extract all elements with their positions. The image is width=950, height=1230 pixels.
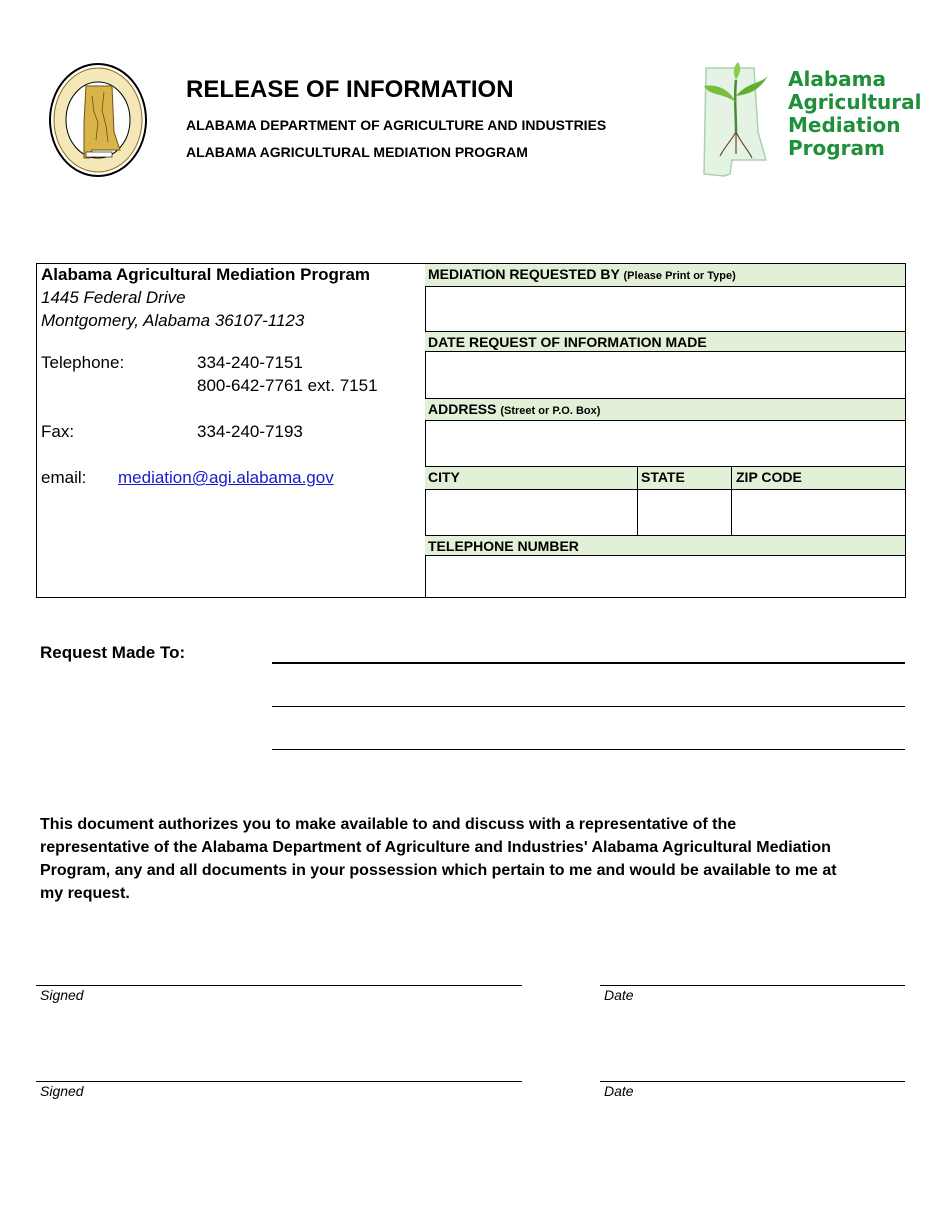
signed-label-2: Signed	[40, 1083, 84, 1099]
telephone-label: Telephone:	[41, 353, 125, 372]
telephone-1: 334-240-7151	[197, 353, 303, 372]
date-request-field[interactable]	[427, 353, 903, 398]
address-label: ADDRESS	[428, 401, 497, 417]
logo-text-line-3: Mediation	[788, 113, 901, 137]
signature-line-1[interactable]	[36, 985, 522, 986]
requested-by-field[interactable]	[427, 288, 903, 331]
state-seal	[48, 62, 148, 178]
fax-label: Fax:	[41, 422, 75, 441]
date-line-2[interactable]	[600, 1081, 905, 1082]
signature-line-2[interactable]	[36, 1081, 522, 1082]
department-name: ALABAMA DEPARTMENT OF AGRICULTURE AND INDUSTRIES	[186, 117, 607, 133]
info-form-box	[36, 263, 906, 598]
date-request-label: DATE REQUEST OF INFORMATION MADE	[428, 334, 707, 350]
date-label-1: Date	[604, 987, 634, 1003]
request-line-3[interactable]	[272, 749, 905, 750]
request-line-1[interactable]	[272, 662, 905, 664]
request-made-to-label: Request Made To:	[40, 643, 186, 662]
telephone-header	[425, 535, 905, 556]
seedling-icon	[696, 62, 786, 180]
contact-panel	[37, 264, 426, 597]
state-zip-divider	[731, 466, 732, 536]
requested-by-hint: (Please Print or Type)	[623, 270, 736, 282]
signed-label-1: Signed	[40, 987, 84, 1003]
city-state-divider	[637, 466, 638, 536]
address-hint: (Street or P.O. Box)	[500, 405, 601, 417]
program-logo	[696, 62, 922, 180]
contact-address-1: 1445 Federal Drive	[41, 288, 186, 307]
requested-by-label: MEDIATION REQUESTED BY	[428, 266, 620, 282]
authorization-text: This document authorizes you to make available to and discuss with a representative of the representative of the Alabama Department of Agriculture and Industries' Alabama Agricultural Mediation Program, any and all documents in your possession which pertain to me and would be available to me at my request.	[40, 816, 837, 902]
telephone-field[interactable]	[427, 557, 903, 597]
zip-label: ZIP CODE	[736, 469, 802, 485]
date-request-header	[425, 331, 905, 352]
date-label-2: Date	[604, 1083, 634, 1099]
state-label: STATE	[641, 469, 685, 485]
fax-number: 334-240-7193	[197, 422, 303, 441]
city-field[interactable]	[427, 491, 637, 535]
telephone-number-label: TELEPHONE NUMBER	[428, 538, 579, 554]
zip-field[interactable]	[733, 491, 903, 535]
address-header	[425, 398, 905, 421]
email-label: email:	[41, 468, 87, 487]
date-line-1[interactable]	[600, 985, 905, 986]
state-field[interactable]	[639, 491, 731, 535]
logo-text-line-2: Agricultural	[788, 90, 922, 114]
telephone-2: 800-642-7761 ext. 7151	[197, 376, 378, 395]
logo-text-line-4: Program	[788, 136, 885, 160]
address-field[interactable]	[427, 422, 903, 466]
city-state-zip-header	[425, 466, 905, 490]
program-name: ALABAMA AGRICULTURAL MEDIATION PROGRAM	[186, 144, 528, 160]
contact-address-2: Montgomery, Alabama 36107-1123	[41, 311, 305, 330]
logo-text-line-1: Alabama	[788, 67, 886, 91]
requested-by-header	[425, 264, 905, 287]
email-link[interactable]: mediation@agi.alabama.gov	[118, 468, 334, 487]
city-label: CITY	[428, 469, 460, 485]
request-line-2[interactable]	[272, 706, 905, 707]
page-title: RELEASE OF INFORMATION	[186, 76, 514, 103]
contact-org-name: Alabama Agricultural Mediation Program	[41, 265, 371, 284]
